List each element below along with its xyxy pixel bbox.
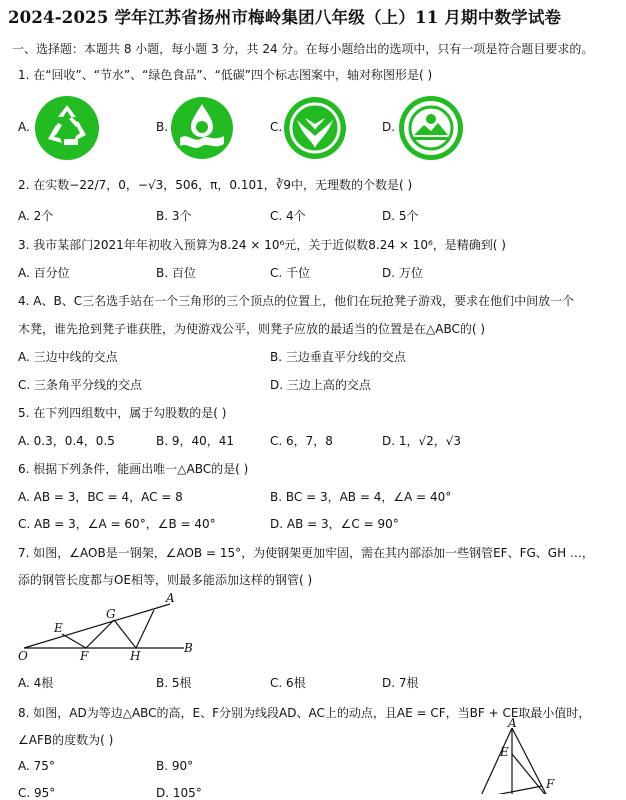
q8-option-d: D. 105° — [156, 786, 202, 800]
q7-stem-line1: 7. 如图，∠AOB是一钢架，∠AOB = 15°，为使钢架更加牢固，需在其内部添加一些钢管EF、FG、GH …， — [18, 546, 594, 560]
label-e: E — [500, 745, 509, 759]
q7-option-d: D. 7根 — [382, 676, 419, 690]
q1-option-b-label: B. — [156, 120, 169, 134]
section-heading: 一、选择题：本题共 8 小题，每小题 3 分，共 24 分。在每小题给出的选项中，只有一项是符合题目要求的。 — [12, 42, 594, 56]
segment-ef — [62, 634, 86, 648]
q2-option-c: C. 4个 — [270, 209, 306, 223]
label-h: H — [130, 649, 141, 662]
q1-option-c-label: C. — [270, 120, 283, 134]
q7-option-b: B. 5根 — [156, 676, 192, 690]
q7-stem-line2: 添的钢管长度都与OE相等，则最多能添加这样的钢管( ) — [18, 573, 313, 587]
q6-option-a: A. AB = 3，BC = 4，AC = 8 — [18, 490, 183, 504]
segment-h-up — [136, 610, 154, 648]
q1-option-a-label: A. — [18, 120, 30, 134]
q5-option-a: A. 0.3，0.4，0.5 — [18, 434, 115, 448]
q7-steel-frame-figure — [14, 590, 204, 662]
label-f: F — [546, 777, 555, 791]
q4-option-c: C. 三条角平分线的交点 — [18, 378, 143, 392]
green-food-logo-icon — [283, 96, 347, 160]
q4-option-d: D. 三边上高的交点 — [270, 378, 371, 392]
q2-option-a: A. 2个 — [18, 209, 54, 223]
q3-option-c: C. 千位 — [270, 266, 311, 280]
q8-option-b: B. 90° — [156, 759, 194, 773]
q8-stem-line1: 8. 如图，AD为等边△ABC的高，E、F分别为线段AD、AC上的动点，且AE = CF，当BF + CE取最小值时， — [18, 706, 591, 720]
q3-option-b: B. 百位 — [156, 266, 196, 280]
water-saving-logo-icon — [170, 96, 234, 160]
q8-option-c: C. 95° — [18, 786, 56, 800]
ray-oa — [24, 604, 170, 648]
q8-stem-line2: ∠AFB的度数为( ) — [18, 733, 114, 747]
recycle-logo-icon — [34, 95, 100, 161]
q3-option-d: D. 万位 — [382, 266, 423, 280]
segment-bf — [480, 786, 542, 794]
q1-stem: 1. 在“回收”、“节水”、“绿色食品”、“低碳”四个标志图案中，轴对称图形是( ) — [18, 68, 433, 82]
q7-option-a: A. 4根 — [18, 676, 54, 690]
segment-fg — [86, 620, 114, 648]
q1-option-d-label: D. — [382, 120, 396, 134]
label-f: F — [80, 649, 89, 662]
label-a: A — [166, 591, 175, 605]
q5-option-c: C. 6，7，8 — [270, 434, 333, 448]
segment-gh — [114, 620, 136, 648]
q3-option-a: A. 百分位 — [18, 266, 70, 280]
q6-option-d: D. AB = 3，∠C = 90° — [270, 517, 399, 531]
label-e: E — [54, 621, 63, 635]
q8-triangle-figure — [470, 718, 570, 794]
q2-option-b: B. 3个 — [156, 209, 192, 223]
q4-option-a: A. 三边中线的交点 — [18, 350, 118, 364]
q5-stem: 5. 在下列四组数中，属于勾股数的是( ) — [18, 406, 227, 420]
q4-stem-line2: 木凳，谁先抢到凳子谁获胜，为使游戏公平，则凳子应放的最适当的位置是在△ABC的( ) — [18, 322, 486, 336]
page-title: 2024-2025 学年江苏省扬州市梅岭集团八年级（上）11 月期中数学试卷 — [8, 8, 562, 27]
q2-stem: 2. 在实数−22/7，0，−√3，506，π，0.101，∛9中，无理数的个数是( ) — [18, 178, 413, 192]
side-ab — [480, 728, 512, 794]
q7-option-c: C. 6根 — [270, 676, 306, 690]
label-o: O — [18, 649, 28, 662]
q6-option-b: B. BC = 3，AB = 4，∠A = 40° — [270, 490, 452, 504]
q4-stem-line1: 4. A、B、C三名选手站在一个三角形的三个顶点的位置上，他们在玩抢凳子游戏，要求在他们中间放一个 — [18, 294, 575, 308]
q2-option-d: D. 5个 — [382, 209, 419, 223]
q4-option-b: B. 三边垂直平分线的交点 — [270, 350, 406, 364]
q3-stem: 3. 我市某部门2021年年初收入预算为8.24 × 10⁶元，关于近似数8.24 × 10⁶，是精确到( ) — [18, 238, 506, 252]
q6-option-c: C. AB = 3，∠A = 60°，∠B = 40° — [18, 517, 216, 531]
low-carbon-logo-icon — [398, 95, 464, 161]
q8-option-a: A. 75° — [18, 759, 55, 773]
label-b: B — [184, 641, 193, 655]
label-a: A — [508, 718, 517, 730]
label-g: G — [106, 607, 116, 621]
q5-option-d: D. 1，√2，√3 — [382, 434, 462, 448]
q6-stem: 6. 根据下列条件，能画出唯一△ABC的是( ) — [18, 462, 249, 476]
q5-option-b: B. 9，40，41 — [156, 434, 235, 448]
